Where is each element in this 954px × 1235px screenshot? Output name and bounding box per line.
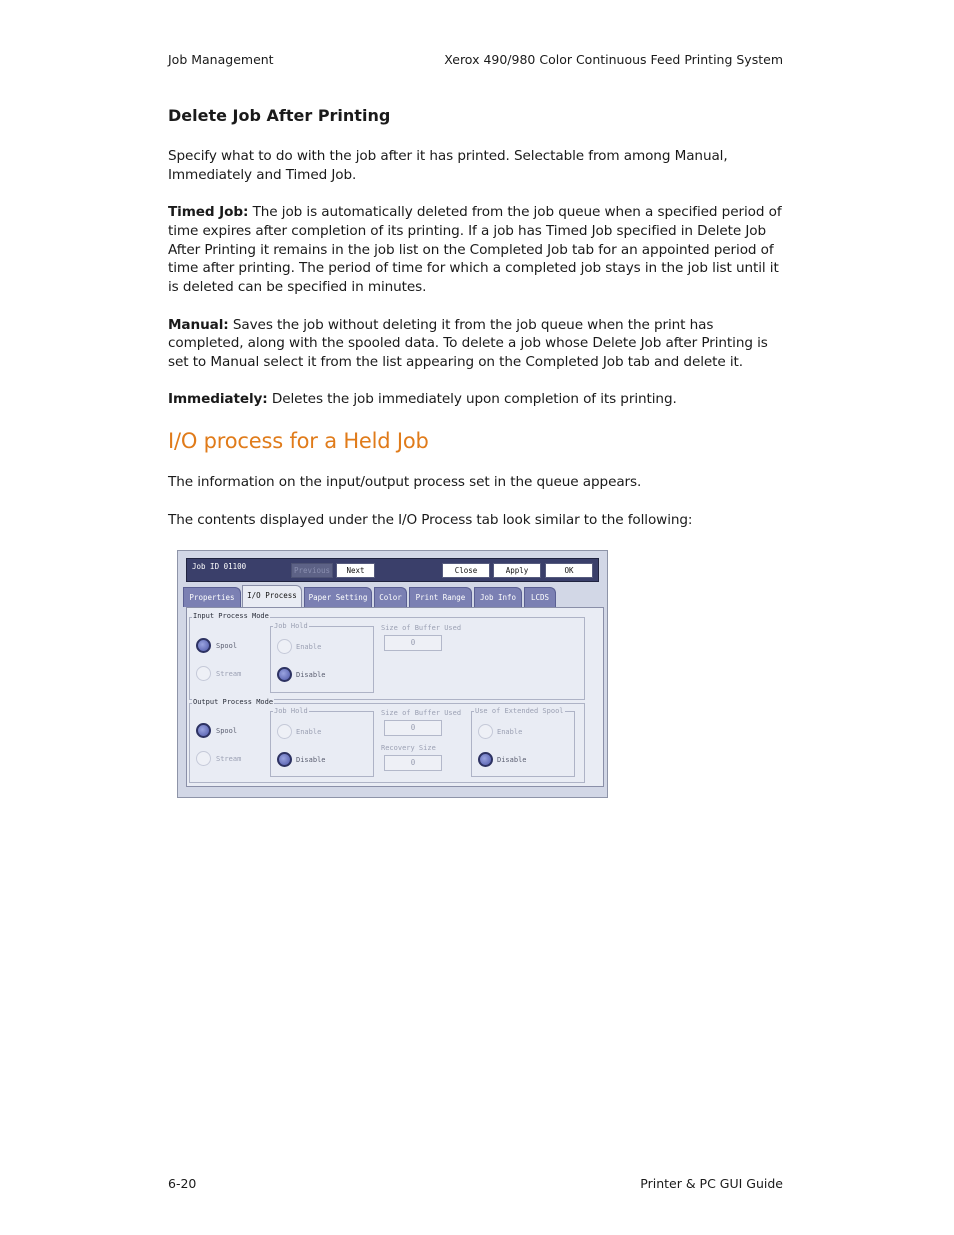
ext-disable-radio[interactable] [478,752,493,767]
input-process-title: Input Process Mode [193,612,269,620]
recovery-size-label: Recovery Size [381,744,436,752]
output-stream-label: Stream [216,755,242,763]
section-paragraph-2: The contents displayed under the I/O Process tab look similar to the following: [168,511,693,528]
output-spool-radio[interactable] [196,723,211,738]
timed-job-paragraph [168,203,784,297]
output-hold-disable-radio[interactable] [277,752,292,767]
section-title: I/O process for a Held Job [168,429,429,454]
ext-disable-label: Disable [497,756,527,764]
input-spool-radio[interactable] [196,638,211,653]
input-stream-radio[interactable] [196,666,211,681]
output-hold-enable-radio[interactable] [277,724,292,739]
tab-lcds[interactable]: LCDS [524,587,556,607]
ok-button[interactable]: OK [545,563,593,578]
apply-button[interactable]: Apply [493,563,541,578]
immediately-paragraph [168,390,784,409]
output-stream-radio[interactable] [196,751,211,766]
immediately-term: Immediately: [168,391,268,408]
ext-enable-label: Enable [497,728,523,736]
section-paragraph-1: The information on the input/output process set in the queue appears. [168,474,642,491]
output-buffer-field[interactable]: 0 [384,720,442,736]
guide-title: Printer & PC GUI Guide [640,1176,783,1191]
input-job-hold-group [270,622,374,693]
extended-spool-group [471,707,575,777]
input-spool-label: Spool [216,642,238,650]
manual-text: Saves the job without deleting it from the job queue when the print has completed, along with the spooled data. To delete a job whose Delete Job after Printing is set to Manual select it from the list appearing on the Completed Job tab and delete it. [168,316,768,371]
previous-button[interactable]: Previous [291,563,333,578]
timed-job-term: Timed Job: [168,204,249,221]
extended-spool-title: Use of Extended Spool [475,707,564,715]
output-process-group [189,698,585,783]
input-hold-enable-label: Enable [296,643,322,651]
page-number: 6-20 [168,1176,197,1191]
recovery-size-field[interactable]: 0 [384,755,442,771]
tab-bar [183,585,603,607]
running-header-right: Xerox 490/980 Color Continuous Feed Printing System [444,52,783,67]
input-stream-label: Stream [216,670,242,678]
tab-color[interactable]: Color [374,587,407,607]
input-hold-enable-radio[interactable] [277,639,292,654]
input-buffer-label: Size of Buffer Used [381,624,462,632]
page-content [168,106,784,548]
tab-paper-setting[interactable]: Paper Setting [304,587,372,607]
subsection-title: Delete Job After Printing [168,106,391,125]
ext-enable-radio[interactable] [478,724,493,739]
io-process-screenshot [177,550,608,798]
io-process-panel [186,607,604,787]
manual-paragraph [168,316,784,372]
output-hold-enable-label: Enable [296,728,322,736]
tab-properties[interactable]: Properties [183,587,241,607]
tab-job-info[interactable]: Job Info [474,587,522,607]
running-header-left: Job Management [168,52,274,67]
output-spool-label: Spool [216,727,238,735]
close-button[interactable]: Close [442,563,490,578]
output-job-hold-group [270,707,374,777]
timed-job-text: The job is automatically deleted from the job queue when a specified period of time expires after completion of its printing. If a job has Timed Job specified in Delete Job After Printing it remains in the job list on the Completed Job tab for an appointed period of time after printing. The period of time for which a completed job stays in the job list until it is deleted can be specified in minutes. [168,204,782,296]
input-process-group [189,612,585,700]
tab-print-range[interactable]: Print Range [409,587,472,607]
input-job-hold-title: Job Hold [274,622,308,630]
input-hold-disable-radio[interactable] [277,667,292,682]
input-hold-disable-label: Disable [296,671,326,679]
next-button[interactable]: Next [336,563,375,578]
tab-io-process[interactable]: I/O Process [242,585,302,608]
output-hold-disable-label: Disable [296,756,326,764]
job-toolbar [186,558,599,582]
output-job-hold-title: Job Hold [274,707,308,715]
output-buffer-label: Size of Buffer Used [381,709,462,717]
job-id-label: Job ID 01100 [192,562,247,571]
intro-paragraph: Specify what to do with the job after it has printed. Selectable from among Manual, Immediately and Timed Job. [168,148,728,183]
immediately-text: Deletes the job immediately upon completion of its printing. [267,391,677,408]
manual-term: Manual: [168,316,229,333]
input-buffer-field[interactable]: 0 [384,635,442,651]
output-process-title: Output Process Mode [193,698,274,706]
